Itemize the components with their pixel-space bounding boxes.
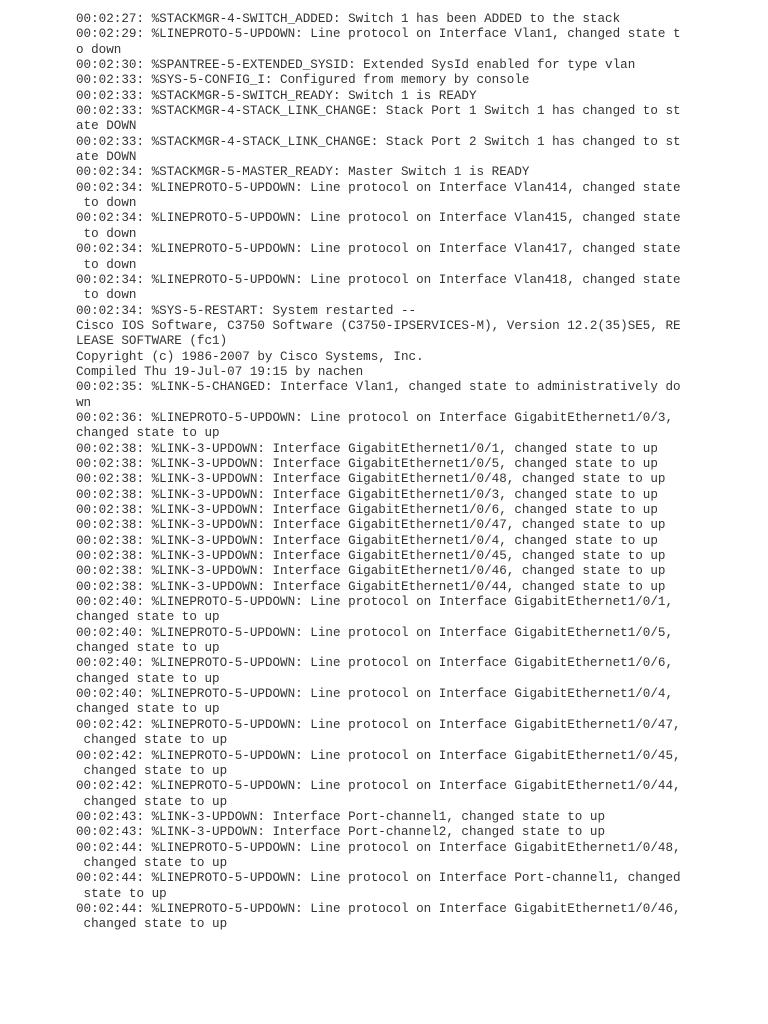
log-line: 00:02:38: %LINK-3-UPDOWN: Interface GigabitEthernet1/0/46, changed state to up [76, 564, 666, 579]
log-line: 00:02:34: %SYS-5-RESTART: System restarted -- [76, 303, 417, 318]
log-line: 00:02:38: %LINK-3-UPDOWN: Interface GigabitEthernet1/0/5, changed state to up [76, 456, 658, 471]
log-line: 00:02:33: %STACKMGR-5-SWITCH_READY: Switch 1 is READY [76, 88, 477, 103]
log-line: 00:02:38: %LINK-3-UPDOWN: Interface GigabitEthernet1/0/1, changed state to up [76, 441, 658, 456]
log-line: LEASE SOFTWARE (fc1) [76, 334, 228, 349]
log-line: 00:02:33: %STACKMGR-4-STACK_LINK_CHANGE: Stack Port 2 Switch 1 has changed to st [76, 134, 681, 149]
log-line: 00:02:38: %LINK-3-UPDOWN: Interface GigabitEthernet1/0/47, changed state to up [76, 518, 666, 533]
log-line: 00:02:27: %STACKMGR-4-SWITCH_ADDED: Switch 1 has been ADDED to the stack [76, 12, 621, 26]
log-line: to down [76, 226, 137, 241]
log-line: changed state to up [76, 794, 228, 809]
log-line: 00:02:40: %LINEPROTO-5-UPDOWN: Line protocol on Interface GigabitEthernet1/0/1, [76, 595, 674, 610]
log-line: 00:02:40: %LINEPROTO-5-UPDOWN: Line protocol on Interface GigabitEthernet1/0/5, [76, 625, 674, 640]
log-line: 00:02:38: %LINK-3-UPDOWN: Interface GigabitEthernet1/0/6, changed state to up [76, 503, 658, 517]
log-line: 00:02:40: %LINEPROTO-5-UPDOWN: Line protocol on Interface GigabitEthernet1/0/6, [76, 656, 674, 671]
log-line: 00:02:34: %LINEPROTO-5-UPDOWN: Line protocol on Interface Vlan415, changed state [76, 211, 681, 226]
log-line: 00:02:43: %LINK-3-UPDOWN: Interface Port-channel1, changed state to up [76, 809, 606, 824]
log-line: 00:02:42: %LINEPROTO-5-UPDOWN: Line protocol on Interface GigabitEthernet1/0/45, [76, 748, 681, 763]
log-line: 00:02:38: %LINK-3-UPDOWN: Interface GigabitEthernet1/0/48, changed state to up [76, 472, 666, 487]
log-line: 00:02:38: %LINK-3-UPDOWN: Interface GigabitEthernet1/0/45, changed state to up [76, 549, 666, 564]
log-line: o down [76, 42, 122, 57]
log-line: 00:02:30: %SPANTREE-5-EXTENDED_SYSID: Extended SysId enabled for type vlan [76, 58, 636, 73]
log-line: 00:02:29: %LINEPROTO-5-UPDOWN: Line protocol on Interface Vlan1, changed state t [76, 27, 681, 42]
log-line: 00:02:38: %LINK-3-UPDOWN: Interface GigabitEthernet1/0/3, changed state to up [76, 487, 658, 502]
log-line: state to up [76, 886, 167, 901]
log-line: 00:02:40: %LINEPROTO-5-UPDOWN: Line protocol on Interface GigabitEthernet1/0/4, [76, 687, 674, 702]
log-line: 00:02:34: %LINEPROTO-5-UPDOWN: Line protocol on Interface Vlan417, changed state [76, 242, 681, 257]
log-line: 00:02:43: %LINK-3-UPDOWN: Interface Port-channel2, changed state to up [76, 825, 606, 840]
log-line: 00:02:33: %SYS-5-CONFIG_I: Configured from memory by console [76, 73, 530, 88]
log-line: to down [76, 196, 137, 211]
log-line: ate DOWN [76, 119, 137, 134]
log-line: changed state to up [76, 763, 228, 778]
log-line: changed state to up [76, 733, 228, 748]
log-line: to down [76, 257, 137, 272]
log-line: to down [76, 288, 137, 303]
log-line: ate DOWN [76, 150, 137, 165]
log-line: 00:02:34: %LINEPROTO-5-UPDOWN: Line protocol on Interface Vlan418, changed state [76, 272, 681, 287]
log-line: changed state to up [76, 610, 220, 625]
log-line: 00:02:44: %LINEPROTO-5-UPDOWN: Line protocol on Interface Port-channel1, changed [76, 871, 681, 886]
log-line: Cisco IOS Software, C3750 Software (C3750-IPSERVICES-M), Version 12.2(35)SE5, RE [76, 318, 681, 333]
log-line: changed state to up [76, 426, 220, 441]
log-line: wn [76, 395, 92, 410]
log-line: 00:02:42: %LINEPROTO-5-UPDOWN: Line protocol on Interface GigabitEthernet1/0/47, [76, 717, 681, 732]
log-line: changed state to up [76, 671, 220, 686]
log-line: 00:02:44: %LINEPROTO-5-UPDOWN: Line protocol on Interface GigabitEthernet1/0/46, [76, 901, 681, 916]
log-line: 00:02:33: %STACKMGR-4-STACK_LINK_CHANGE: Stack Port 1 Switch 1 has changed to st [76, 104, 681, 119]
log-line: 00:02:34: %LINEPROTO-5-UPDOWN: Line protocol on Interface Vlan414, changed state [76, 180, 681, 195]
log-line: changed state to up [76, 855, 228, 870]
log-line: changed state to up [76, 641, 220, 656]
log-line: 00:02:42: %LINEPROTO-5-UPDOWN: Line protocol on Interface GigabitEthernet1/0/44, [76, 779, 681, 794]
log-line: 00:02:34: %STACKMGR-5-MASTER_READY: Master Switch 1 is READY [76, 165, 530, 180]
log-line: changed state to up [76, 702, 220, 717]
log-line: changed state to up [76, 917, 228, 932]
log-line: Compiled Thu 19-Jul-07 19:15 by nachen [76, 364, 364, 379]
log-line: 00:02:36: %LINEPROTO-5-UPDOWN: Line protocol on Interface GigabitEthernet1/0/3, [76, 410, 674, 425]
log-line: 00:02:38: %LINK-3-UPDOWN: Interface GigabitEthernet1/0/44, changed state to up [76, 579, 666, 594]
log-line: 00:02:44: %LINEPROTO-5-UPDOWN: Line protocol on Interface GigabitEthernet1/0/48, [76, 840, 681, 855]
log-line: Copyright (c) 1986-2007 by Cisco Systems, Inc. [76, 349, 424, 364]
log-line: 00:02:35: %LINK-5-CHANGED: Interface Vlan1, changed state to administratively do [76, 380, 681, 395]
console-log [76, 12, 756, 933]
log-line: 00:02:38: %LINK-3-UPDOWN: Interface GigabitEthernet1/0/4, changed state to up [76, 533, 658, 548]
